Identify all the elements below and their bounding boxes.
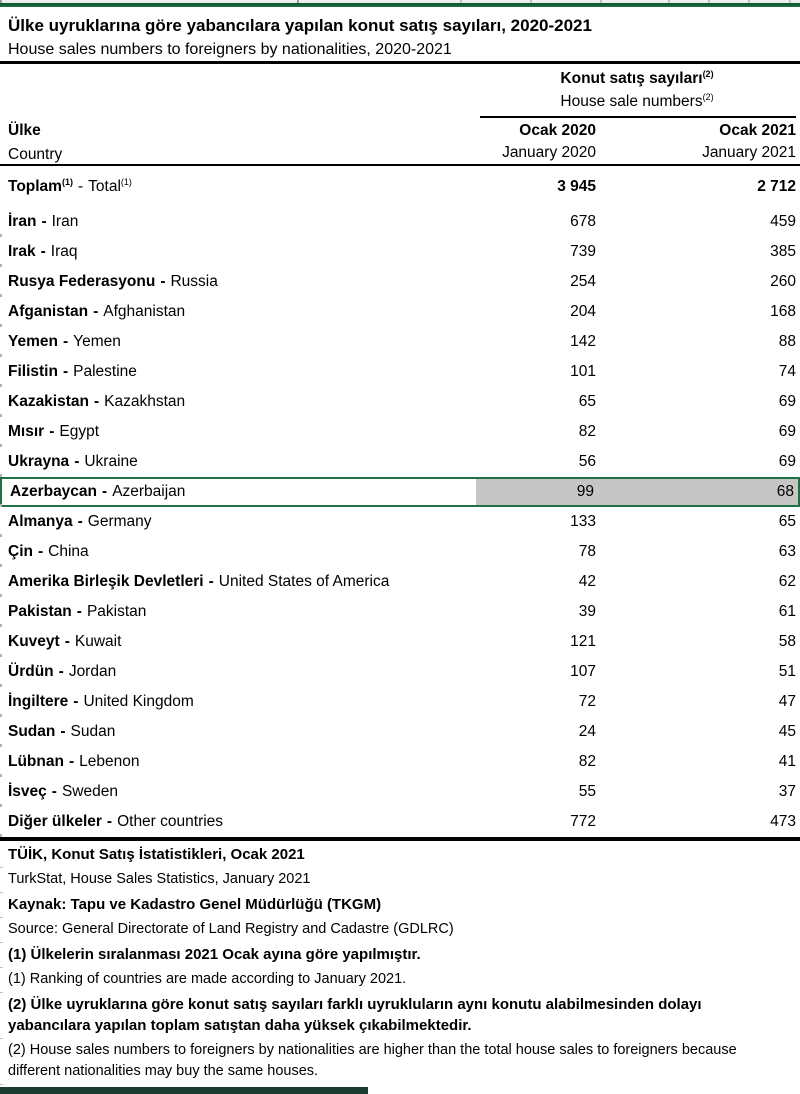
label-separator: - (49, 423, 55, 440)
value-2020[interactable]: 82 (578, 423, 596, 440)
total-row[interactable] (0, 166, 800, 207)
row-values (478, 327, 800, 357)
country-name-en: Yemen (73, 333, 121, 350)
label-separator: - (40, 243, 46, 260)
row-values (478, 537, 800, 567)
country-label (0, 603, 478, 621)
value-2020[interactable]: 55 (578, 783, 596, 800)
row-values (478, 807, 800, 837)
source-line-tr: TÜİK, Konut Satış İstatistikleri, Ocak 2021 (8, 842, 788, 867)
label-separator: - (37, 543, 44, 560)
value-2021[interactable]: 69 (778, 393, 796, 410)
country-label (2, 483, 476, 501)
country-name-en: Russia (170, 273, 218, 290)
country-name-en: Sudan (70, 723, 116, 740)
table-row[interactable] (0, 657, 800, 687)
value-2020[interactable]: 42 (578, 573, 596, 590)
row-values (478, 567, 800, 597)
table-row[interactable] (0, 717, 800, 747)
value-2020[interactable]: 101 (570, 363, 596, 380)
country-label (0, 723, 478, 741)
row-values (478, 357, 800, 387)
row-values (478, 627, 800, 657)
table-row[interactable] (0, 567, 800, 597)
value-2021[interactable]: 63 (778, 543, 796, 560)
value-2021[interactable]: 69 (778, 453, 796, 470)
value-2021[interactable]: 41 (778, 753, 796, 770)
total-value-2020[interactable]: 3 945 (557, 177, 596, 195)
country-label (0, 753, 478, 771)
footnote-1-en: (1) Ranking of countries are made according to January 2021. (8, 967, 788, 992)
country-label (0, 783, 478, 801)
excel-gridline-row (0, 0, 800, 3)
row-values (478, 267, 800, 297)
label-separator: - (102, 483, 108, 500)
value-2021[interactable]: 47 (778, 693, 796, 710)
row-values (478, 657, 800, 687)
row-values-highlighted (476, 479, 798, 505)
value-2020[interactable]: 24 (578, 723, 596, 740)
value-2021[interactable]: 61 (778, 603, 796, 620)
table-row[interactable] (0, 597, 800, 627)
green-accent-bar (0, 3, 800, 7)
label-separator: - (73, 693, 79, 710)
table-row[interactable] (0, 807, 800, 837)
table-row[interactable] (0, 357, 800, 387)
label-separator: - (68, 753, 75, 770)
value-2020[interactable]: 142 (570, 333, 596, 350)
group-header-tr (478, 68, 796, 90)
row-gridline-ticks (0, 207, 2, 837)
total-label-tr: Toplam (8, 177, 62, 195)
country-label (0, 813, 478, 831)
country-label (0, 393, 478, 411)
value-2020[interactable]: 204 (570, 303, 596, 320)
country-name-en: United Kingdom (83, 693, 194, 710)
label-separator: - (64, 633, 70, 650)
country-label (0, 573, 478, 591)
year-col-2021-header (702, 120, 796, 164)
value-2021[interactable]: 459 (770, 213, 796, 230)
country-name-en: Iraq (50, 243, 78, 260)
year-col-2020-en: January 2020 (502, 144, 596, 161)
country-name-en: Lebenon (79, 753, 140, 770)
bottom-dark-bar (0, 1087, 368, 1094)
label-separator: - (74, 453, 80, 470)
country-name-tr: Ukrayna (8, 453, 70, 470)
country-label (0, 453, 478, 471)
value-2021[interactable]: 62 (778, 573, 796, 590)
label-separator: - (41, 213, 47, 230)
country-name-en: Ukraine (84, 453, 138, 470)
value-2020[interactable]: 72 (578, 693, 596, 710)
value-2020[interactable]: 739 (570, 243, 596, 260)
group-footnote-mark: (2) (702, 91, 714, 102)
value-2020[interactable]: 772 (570, 813, 596, 830)
column-gridline-ticks (0, 0, 2, 3)
row-values (478, 207, 800, 237)
country-name-en: Jordan (68, 663, 117, 680)
table-row[interactable] (0, 327, 800, 357)
country-name-tr: Çin (8, 543, 33, 560)
country-label (0, 243, 478, 261)
country-label (0, 273, 478, 291)
group-header-en (478, 91, 796, 113)
country-name-en: Afghanistan (103, 303, 186, 320)
label-separator: - (58, 663, 64, 680)
value-2020[interactable]: 39 (578, 603, 596, 620)
country-name-tr: Irak (8, 243, 36, 260)
label-separator: - (62, 363, 69, 380)
footnote-2-tr: (2) Ülke uyruklarına göre konut satış sayıları farklı uyrukluların aynı konutu alabilmesinden dolayı yabancılara yapılan toplam satıştan daha yüksek çıkabilmektedir. (8, 992, 788, 1038)
table-row-selected[interactable] (0, 477, 800, 507)
value-2021[interactable]: 473 (770, 813, 796, 830)
value-2021[interactable]: 45 (778, 723, 796, 740)
country-label (0, 303, 478, 321)
page-title-tr: Ülke uyruklarına göre yabancılara yapılan konut satış sayıları, 2020-2021 (8, 16, 592, 35)
top-gridline-strip (0, 0, 800, 7)
row-values (478, 507, 800, 537)
total-label (0, 178, 478, 196)
table-row[interactable] (0, 537, 800, 567)
value-2020[interactable]: 78 (578, 543, 596, 560)
value-2021[interactable]: 58 (778, 633, 796, 650)
value-2021[interactable]: 69 (778, 423, 796, 440)
country-name-tr: Kazakistan (8, 393, 89, 410)
country-name-tr: Filistin (8, 363, 58, 380)
country-label (0, 333, 478, 351)
country-name-tr: Diğer ülkeler (8, 813, 102, 830)
table-row[interactable] (0, 237, 800, 267)
row-values (478, 237, 800, 267)
value-2020[interactable]: 56 (578, 453, 596, 470)
country-label (0, 663, 478, 681)
value-2021[interactable]: 385 (770, 243, 796, 260)
country-label (0, 423, 478, 441)
value-2020[interactable]: 107 (570, 663, 596, 680)
label-separator: - (77, 177, 84, 195)
group-header-underline (480, 116, 796, 118)
country-name-en: Pakistan (86, 603, 147, 620)
country-name-en: Egypt (59, 423, 99, 440)
country-name-en: Germany (87, 513, 152, 530)
group-header-tr-text: Konut satış sayıları (560, 70, 703, 87)
table-row[interactable] (0, 297, 800, 327)
value-2021[interactable]: 74 (778, 363, 796, 380)
table-row[interactable] (0, 447, 800, 477)
value-2021[interactable]: 65 (778, 513, 796, 530)
country-col-header-en: Country (8, 146, 63, 163)
value-2021[interactable]: 168 (770, 303, 796, 320)
country-name-tr: Ürdün (8, 663, 54, 680)
country-label (0, 213, 478, 231)
value-2020[interactable]: 99 (576, 483, 594, 500)
kaynak-line-tr: Kaynak: Tapu ve Kadastro Genel Müdürlüğü (TKGM) (8, 892, 788, 917)
label-separator: - (76, 603, 82, 620)
country-name-tr: Yemen (8, 333, 58, 350)
table-row[interactable] (0, 687, 800, 717)
country-name-tr: Kuveyt (8, 633, 60, 650)
group-footnote-mark: (2) (702, 68, 714, 79)
country-name-en: China (48, 543, 89, 560)
country-name-en: Palestine (73, 363, 137, 380)
label-separator: - (93, 393, 100, 410)
row-values (478, 747, 800, 777)
footnotes (0, 841, 800, 1084)
country-name-en: Kazakhstan (104, 393, 186, 410)
country-label (0, 633, 478, 651)
country-name-en: Sweden (61, 783, 118, 800)
country-label (0, 513, 478, 531)
country-name-tr: İngiltere (8, 693, 69, 710)
total-footnote-mark: (1) (61, 176, 73, 187)
year-col-2020-header (502, 120, 596, 164)
page-title-en: House sales numbers to foreigners by nationalities, 2020-2021 (8, 41, 452, 58)
country-name-en: Other countries (117, 813, 224, 830)
row-values (478, 597, 800, 627)
value-2020[interactable]: 82 (578, 753, 596, 770)
label-separator: - (60, 723, 66, 740)
row-values (478, 417, 800, 447)
value-2021[interactable]: 88 (778, 333, 796, 350)
country-name-tr: İran (8, 213, 37, 230)
footnote-1-tr: (1) Ülkelerin sıralanması 2021 Ocak ayına göre yapılmıştır. (8, 942, 788, 967)
row-values (478, 447, 800, 477)
label-separator: - (106, 813, 113, 830)
table-header (0, 64, 800, 166)
row-values (478, 387, 800, 417)
country-label (0, 543, 478, 561)
source-line-en: TurkStat, House Sales Statistics, January 2021 (8, 867, 788, 892)
country-name-tr: Mısır (8, 423, 45, 440)
value-2020[interactable]: 65 (578, 393, 596, 410)
country-name-tr: İsveç (8, 783, 47, 800)
country-rows (0, 207, 800, 837)
label-separator: - (93, 303, 99, 320)
country-name-tr: Almanya (8, 513, 73, 530)
value-2021[interactable]: 260 (770, 273, 796, 290)
label-separator: - (208, 573, 214, 590)
country-name-tr: Pakistan (8, 603, 72, 620)
total-value-2021[interactable]: 2 712 (757, 177, 796, 195)
country-name-en: Azerbaijan (112, 483, 186, 500)
footnote-2-en: (2) House sales numbers to foreigners by nationalities are higher than the total house sales to foreigners because different nationalities may buy the same houses. (8, 1038, 788, 1084)
country-name-tr: Lübnan (8, 753, 64, 770)
table-row[interactable] (0, 387, 800, 417)
value-2020[interactable]: 678 (570, 213, 596, 230)
value-2020[interactable]: 254 (570, 273, 596, 290)
value-2021[interactable]: 68 (776, 483, 794, 500)
country-name-en: Kuwait (74, 633, 122, 650)
table-row[interactable] (0, 207, 800, 237)
value-2020[interactable]: 121 (570, 633, 596, 650)
country-name-tr: Azerbaycan (10, 483, 98, 500)
table-row[interactable] (0, 777, 800, 807)
table-row[interactable] (0, 507, 800, 537)
country-label (0, 693, 478, 711)
row-values (478, 687, 800, 717)
year-col-2020-tr: Ocak 2020 (519, 122, 596, 139)
value-2021[interactable]: 37 (778, 783, 796, 800)
label-separator: - (51, 783, 57, 800)
year-col-2021-en: January 2021 (702, 144, 796, 161)
total-values (478, 166, 800, 207)
country-name-tr: Rusya Federasyonu (8, 273, 156, 290)
row-values (478, 777, 800, 807)
country-name-tr: Sudan (8, 723, 56, 740)
table-row[interactable] (0, 747, 800, 777)
year-col-2021-tr: Ocak 2021 (719, 122, 796, 139)
group-header-en-text: House sale numbers (560, 93, 703, 110)
country-name-tr: Amerika Birleşik Devletleri (8, 573, 204, 590)
label-separator: - (62, 333, 69, 350)
table-row[interactable] (0, 417, 800, 447)
country-name-tr: Afganistan (8, 303, 89, 320)
label-separator: - (77, 513, 83, 530)
title-block (0, 7, 800, 61)
country-name-en: United States of America (218, 573, 390, 590)
row-values (478, 297, 800, 327)
row-values (478, 717, 800, 747)
table-row[interactable] (0, 627, 800, 657)
total-label-en: Total (88, 177, 121, 195)
country-col-header-tr: Ülke (8, 122, 41, 139)
value-2020[interactable]: 133 (570, 513, 596, 530)
label-separator: - (160, 273, 166, 290)
value-2021[interactable]: 51 (778, 663, 796, 680)
table-row[interactable] (0, 267, 800, 297)
total-footnote-mark: (1) (120, 176, 132, 187)
country-name-en: Iran (51, 213, 79, 230)
country-label (0, 363, 478, 381)
kaynak-line-en: Source: General Directorate of Land Registry and Cadastre (GDLRC) (8, 917, 788, 942)
